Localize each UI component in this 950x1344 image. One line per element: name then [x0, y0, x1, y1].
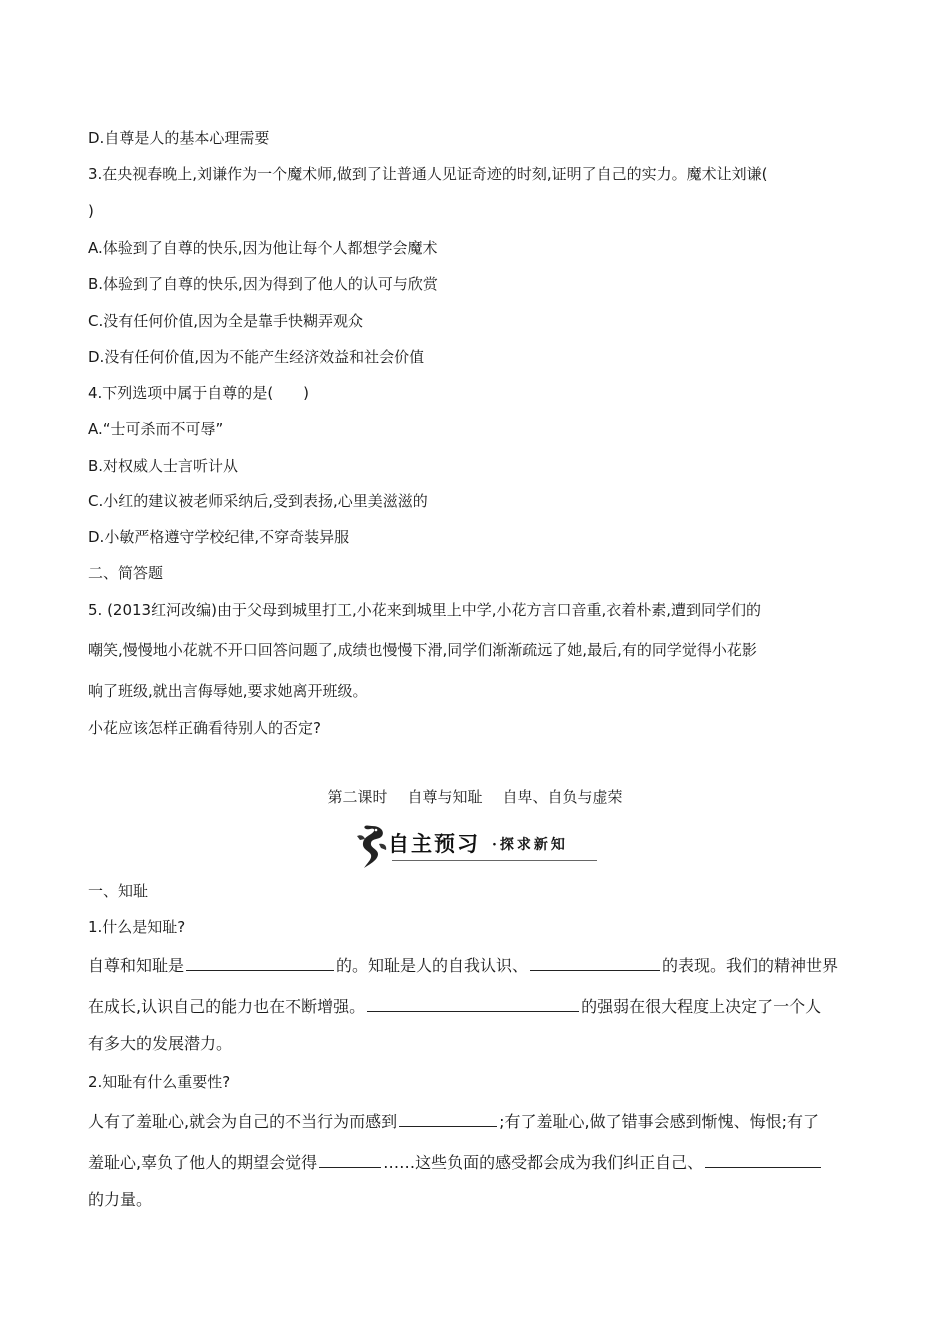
lesson-title	[0, 787, 950, 807]
lesson-title-part3: 自卑、自负与虚荣	[502, 788, 623, 806]
zhichi-sub2: 2.知耻有什么重要性?	[88, 1073, 231, 1091]
p1-text-a: 自尊和知耻是	[88, 956, 185, 975]
zhichi-p1-line2	[88, 994, 821, 1017]
q4-option-c: C.小红的建议被老师采纳后,受到表扬,心里美滋滋的	[88, 492, 428, 510]
banner-underline	[392, 860, 597, 861]
blank-4[interactable]	[399, 1109, 497, 1127]
p2-text-a: 人有了羞耻心,就会为自己的不当行为而感到	[88, 1112, 398, 1131]
preview-banner	[352, 822, 602, 870]
q4-stem: 4.下列选项中属于自尊的是( )	[88, 384, 310, 402]
q5-line3: 响了班级,就出言侮辱她,要求她离开班级。	[88, 682, 368, 700]
zhichi-sub1: 1.什么是知耻?	[88, 918, 186, 936]
blank-3[interactable]	[367, 994, 579, 1012]
q4-option-d: D.小敏严格遵守学校纪律,不穿奇装异服	[88, 528, 350, 546]
p2-text-c: 羞耻心,辜负了他人的期望会觉得	[88, 1153, 318, 1172]
p2-text-b: ;有了羞耻心,做了错事会感到惭愧、悔恨;有了	[499, 1112, 819, 1131]
zhichi-p2-line2	[88, 1150, 823, 1173]
q5-line2: 嘲笑,慢慢地小花就不开口回答问题了,成绩也慢慢下滑,同学们渐渐疏远了她,最后,有的同学觉得小花影	[88, 641, 757, 659]
banner-sub-text: ·探求新知	[492, 837, 568, 853]
lesson-title-part2: 自尊与知耻	[407, 788, 483, 806]
q3-option-d: D.没有任何价值,因为不能产生经济效益和社会价值	[88, 348, 425, 366]
q3-stem-line1: 3.在央视春晚上,刘谦作为一个魔术师,做到了让普通人见证奇迹的时刻,证明了自己的实力。魔术让刘谦(	[88, 165, 768, 183]
zhichi-p1-line1	[88, 953, 838, 976]
dragon-icon	[352, 822, 392, 870]
banner-main-text: 自主预习	[388, 831, 480, 856]
blank-6[interactable]	[705, 1150, 821, 1168]
p1-text-c: 的表现。我们的精神世界	[662, 956, 839, 975]
p1-text-e: 的强弱在很大程度上决定了一个人	[581, 997, 822, 1016]
zhichi-p1-line3: 有多大的发展潜力。	[88, 1034, 233, 1053]
q3-option-a: A.体验到了自尊的快乐,因为他让每个人都想学会魔术	[88, 239, 438, 257]
p1-text-b: 的。知耻是人的自我认识、	[336, 956, 529, 975]
p1-text-d: 在成长,认识自己的能力也在不断增强。	[88, 997, 366, 1016]
q2-option-d: D.自尊是人的基本心理需要	[88, 129, 270, 147]
zhichi-heading: 一、知耻	[88, 882, 149, 900]
q5-line1: 5. (2013红河改编)由于父母到城里打工,小花来到城里上中学,小花方言口音重,衣着朴素,遭到同学们的	[88, 601, 762, 619]
p2-text-d: ……这些负面的感受都会成为我们纠正自己、	[383, 1153, 704, 1172]
q4-option-b: B.对权威人士言听计从	[88, 457, 239, 475]
q4-option-a: A.“士可杀而不可辱”	[88, 420, 224, 438]
q3-option-c: C.没有任何价值,因为全是靠手快糊弄观众	[88, 312, 364, 330]
zhichi-p2-line1	[88, 1109, 819, 1132]
zhichi-p2-line3: 的力量。	[88, 1190, 153, 1209]
blank-1[interactable]	[186, 953, 334, 971]
blank-2[interactable]	[530, 953, 660, 971]
lesson-title-part1: 第二课时	[327, 788, 388, 806]
part2-heading: 二、简答题	[88, 564, 164, 582]
q5-question: 小花应该怎样正确看待别人的否定?	[88, 719, 321, 737]
q3-stem-line2: )	[88, 202, 94, 220]
q3-option-b: B.体验到了自尊的快乐,因为得到了他人的认可与欣赏	[88, 275, 438, 293]
blank-5[interactable]	[319, 1150, 381, 1168]
